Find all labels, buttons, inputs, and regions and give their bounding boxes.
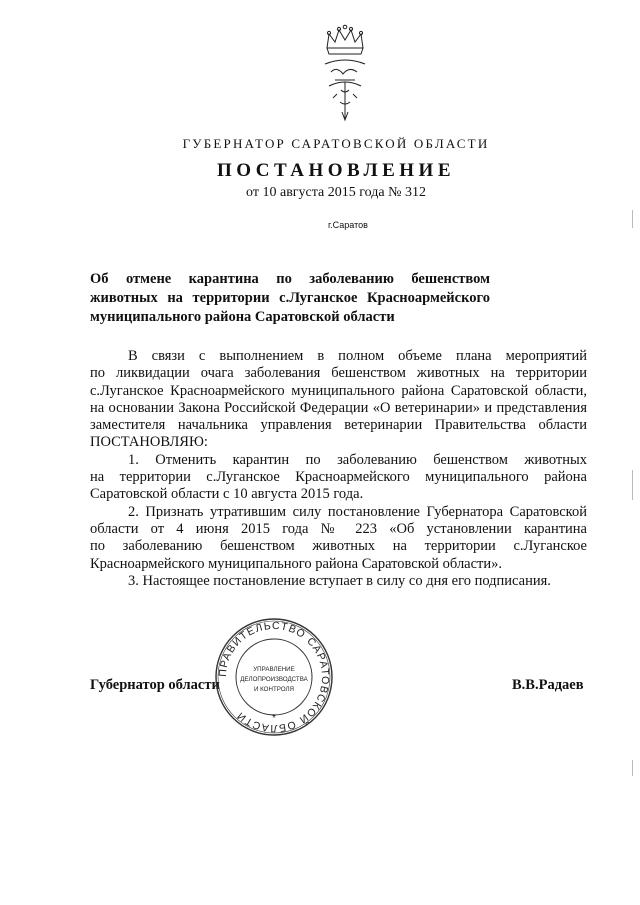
resolution-body: [90, 348, 587, 590]
stamp-ring-text: ПРАВИТЕЛЬСТВО САРАТОВСКОЙ ОБЛАСТИ: [216, 619, 332, 735]
document-type-heading: ПОСТАНОВЛЕНИЕ: [216, 160, 456, 181]
signatory-name: В.В.Радаев: [512, 677, 584, 693]
title-line: животных на территории с.Луганское Красноармейского: [90, 290, 490, 306]
body-line: по заболеванию бешенством животных на территории с.Луганское: [90, 538, 587, 555]
stamp-center-line: УПРАВЛЕНИЕ: [253, 666, 295, 673]
body-line: Красноармейского муниципального района Саратовской области».: [90, 555, 503, 572]
signatory-position: Губернатор области: [90, 677, 220, 693]
body-line: заместителя начальника управления ветеринарии Правительства области: [90, 417, 587, 434]
body-line: 2. Признать утратившим силу постановление Губернатора Саратовской: [128, 503, 587, 520]
svg-text:*: *: [272, 713, 276, 724]
coat-of-arms-emblem: [315, 20, 375, 130]
document-date-number: от 10 августа 2015 года № 312: [246, 185, 426, 200]
city-label: г.Саратов: [328, 220, 368, 230]
scan-edge-mark: [632, 760, 633, 776]
official-stamp: [212, 615, 336, 739]
issuing-authority: ГУБЕРНАТОР САРАТОВСКОЙ ОБЛАСТИ: [182, 136, 490, 151]
body-line: на территории с.Луганское Красноармейского муниципального района: [90, 469, 587, 486]
scan-edge-mark: [632, 470, 633, 500]
body-line: области от 4 июня 2015 года № 223 «Об установлении карантина: [90, 520, 587, 537]
resolution-title: [90, 270, 490, 327]
body-line: с.Луганское Красноармейского муниципального района Саратовской области,: [90, 382, 587, 399]
stamp-center-line: И КОНТРОЛЯ: [253, 686, 295, 693]
body-line: по ликвидации очага заболевания бешенством животных на территории: [90, 365, 587, 382]
title-line: Об отмене карантина по заболеванию бешенством: [90, 271, 490, 287]
body-line: 1. Отменить карантин по заболеванию бешенством животных: [128, 451, 587, 468]
scan-edge-mark: [632, 210, 633, 228]
body-line: Саратовской области с 10 августа 2015 года.: [90, 486, 364, 503]
body-line: 3. Настоящее постановление вступает в силу со дня его подписания.: [128, 572, 551, 589]
body-line: на основании Закона Российской Федерации «О ветеринарии» и представления: [90, 399, 587, 416]
stamp-center-line: ДЕЛОПРОИЗВОДСТВА: [240, 676, 308, 683]
title-line: муниципального района Саратовской области: [90, 309, 395, 325]
body-line: ПОСТАНОВЛЯЮ:: [90, 434, 208, 451]
body-line: В связи с выполнением в полном объеме плана мероприятий: [128, 348, 587, 364]
